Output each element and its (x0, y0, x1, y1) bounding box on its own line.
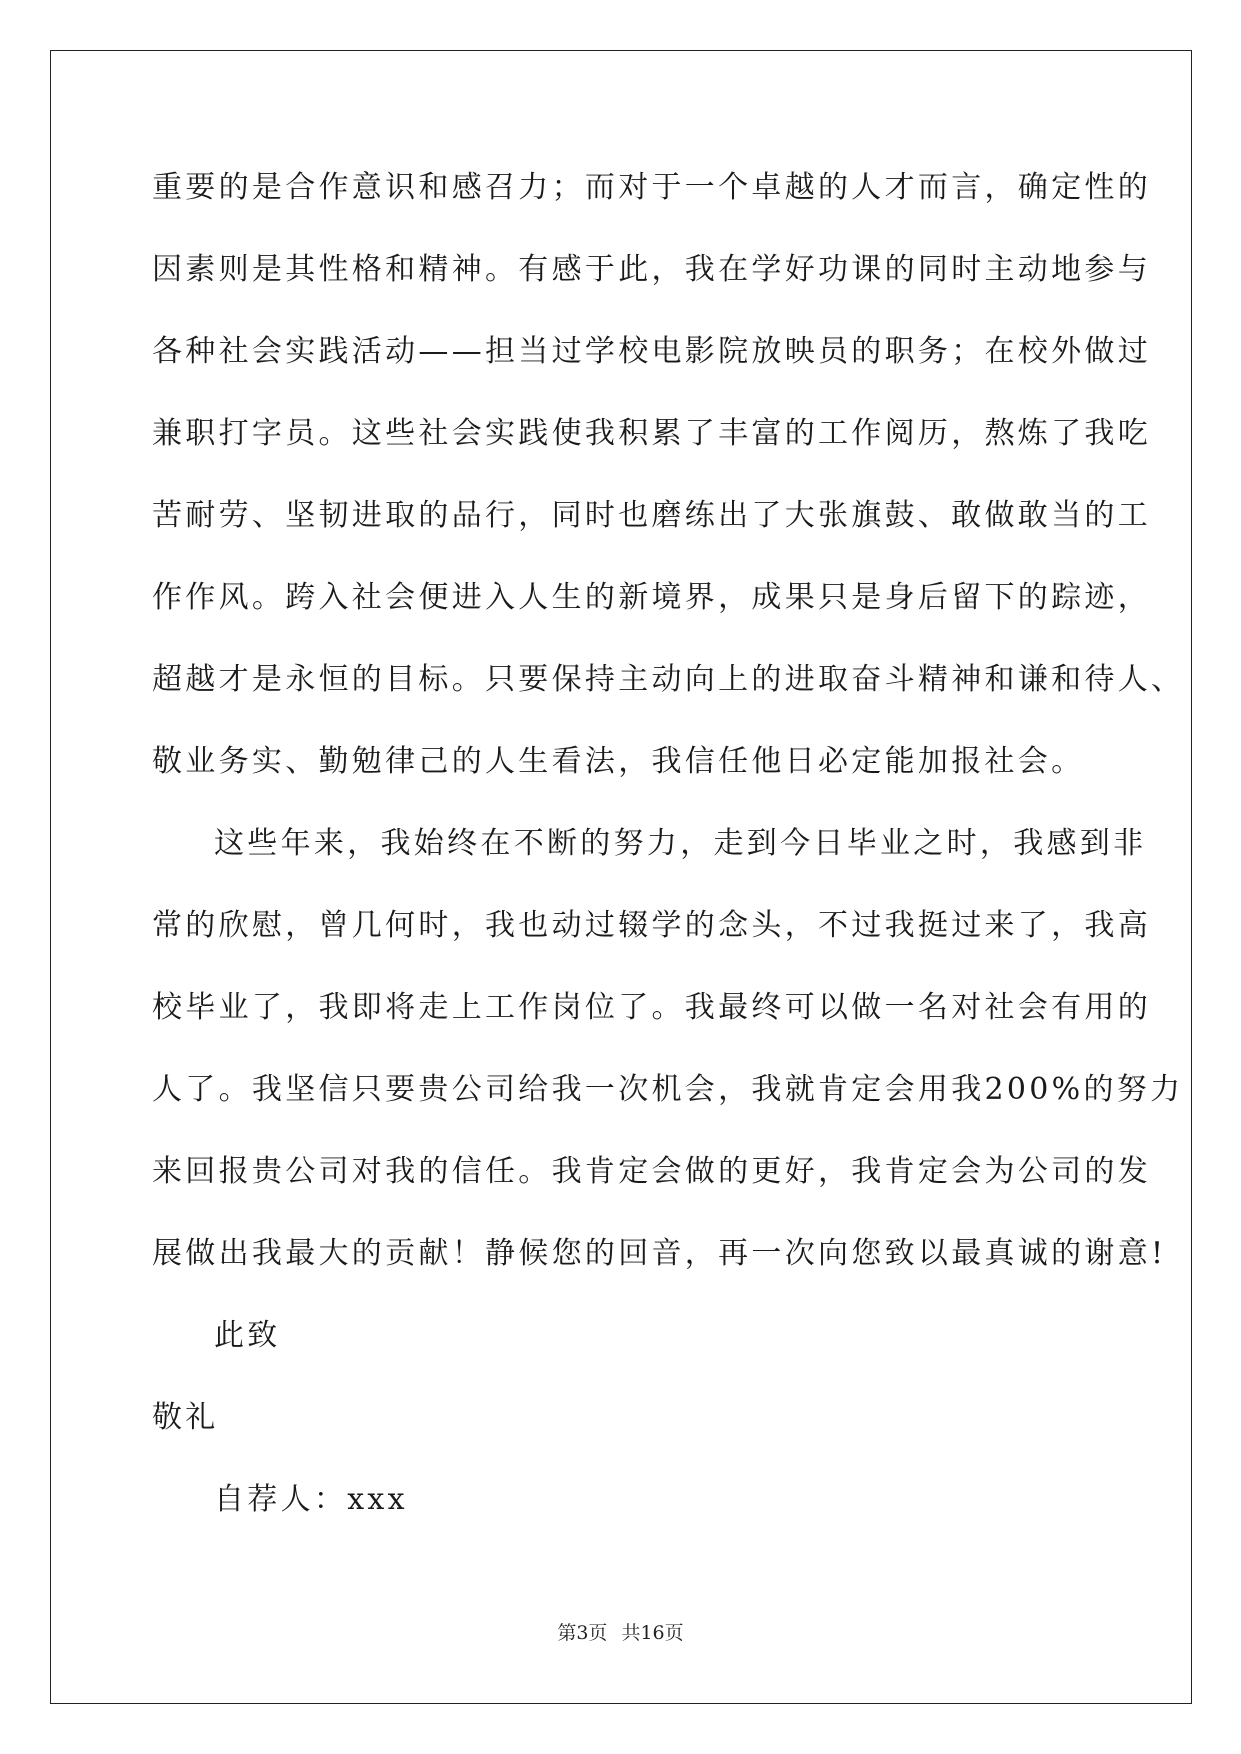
text-line: 苦耐劳、坚韧进取的品行，同时也磨练出了大张旗鼓、敢做敢当的工 (152, 498, 1151, 533)
text-line: 展做出我最大的贡献！静候您的回音，再一次向您致以最真诚的谢意! (152, 1236, 1167, 1271)
text-line: 作作风。跨入社会便进入人生的新境界，成果只是身后留下的踪迹， (152, 580, 1151, 615)
text-line: 这些年来，我始终在不断的努力，走到今日毕业之时，我感到非 (214, 826, 1147, 861)
text-line: 人了。我坚信只要贵公司给我一次机会，我就肯定会用我200%的努力 (152, 1072, 1184, 1107)
total-pages: 共16页 (621, 1622, 684, 1644)
text-line: 因素则是其性格和精神。有感于此，我在学好功课的同时主动地参与 (152, 252, 1151, 287)
text-line: 来回报贵公司对我的信任。我肯定会做的更好，我肯定会为公司的发 (152, 1154, 1151, 1189)
text-line: 重要的是合作意识和感召力；而对于一个卓越的人才而言，确定性的 (152, 170, 1151, 205)
closing-salutation: 此致 (214, 1318, 281, 1353)
closing-regards: 敬礼 (152, 1400, 219, 1435)
page-number: 第3页 (557, 1622, 608, 1644)
text-line: 超越才是永恒的目标。只要保持主动向上的进取奋斗精神和谦和待人、 (152, 662, 1185, 697)
text-line: 敬业务实、勤勉律己的人生看法，我信任他日必定能加报社会。 (152, 744, 1085, 779)
text-line: 各种社会实践活动——担当过学校电影院放映员的职务；在校外做过 (152, 334, 1151, 369)
text-line: 兼职打字员。这些社会实践使我积累了丰富的工作阅历，熬炼了我吃 (152, 416, 1151, 451)
page-footer (0, 1618, 1241, 1645)
text-line: 常的欣慰，曾几何时，我也动过辍学的念头，不过我挺过来了，我高 (152, 908, 1151, 943)
letter-body (152, 158, 1185, 1552)
signature-line: 自荐人：xxx (214, 1482, 408, 1517)
text-line: 校毕业了，我即将走上工作岗位了。我最终可以做一名对社会有用的 (152, 990, 1151, 1025)
